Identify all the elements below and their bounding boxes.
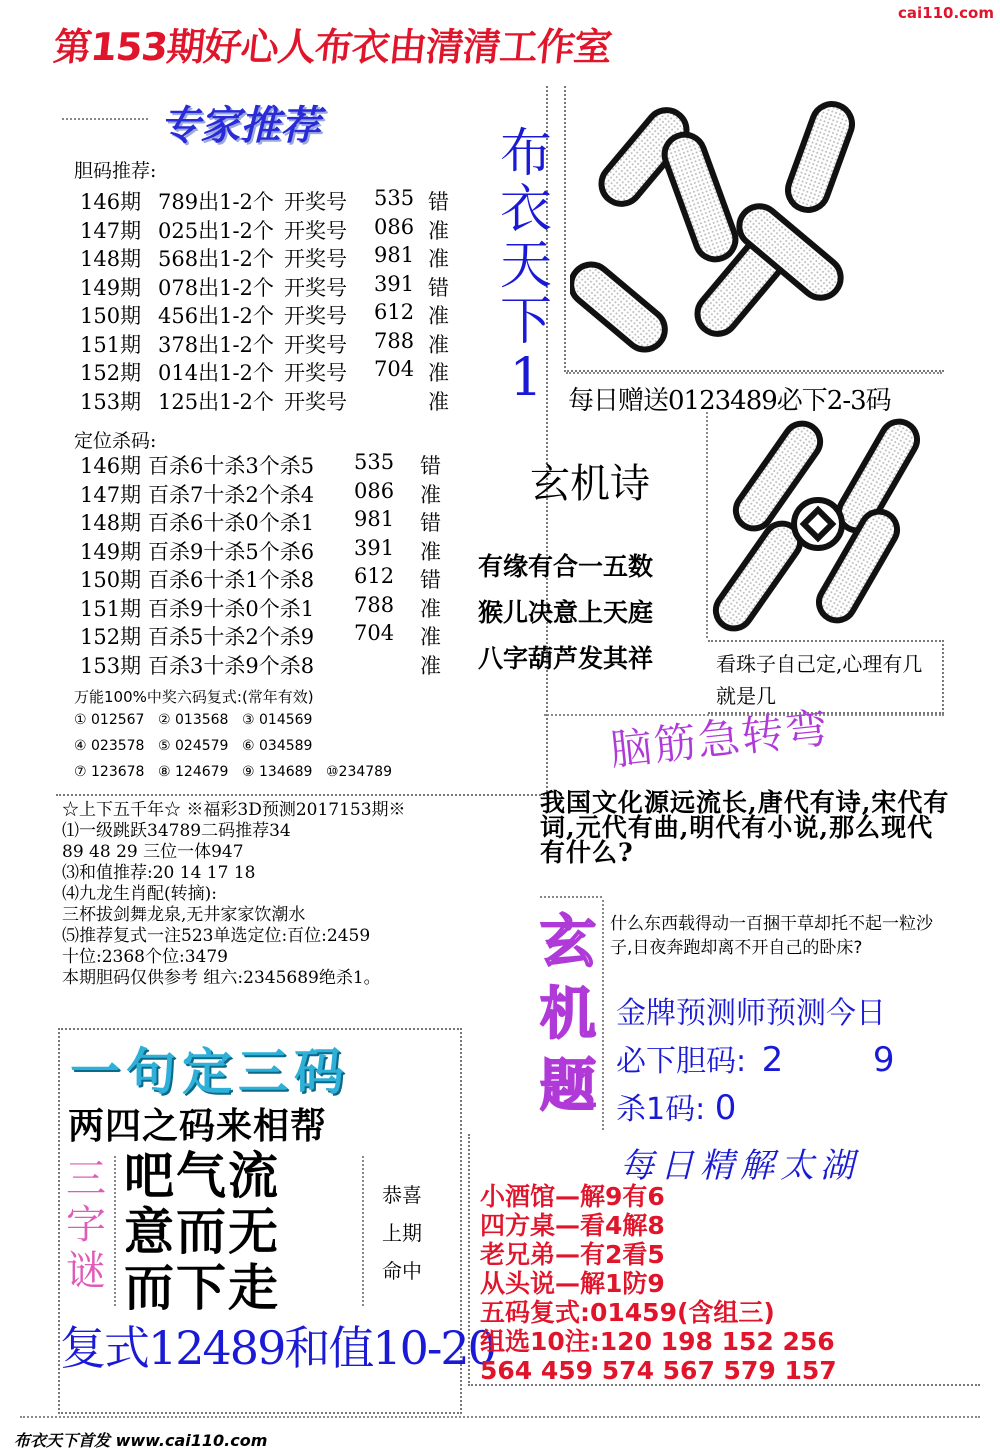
buyi-daily: 每日赠送0123489必下2-3码 — [568, 386, 891, 416]
riddle-clue: 两四之码来相帮 — [68, 1106, 328, 1147]
riddle-side-label — [64, 1156, 108, 1294]
dan-period: 150期 — [80, 304, 142, 328]
kill-pick: 百杀3十杀9个杀8 — [148, 653, 315, 678]
taihu-line: 老兄弟—有2看5 — [480, 1240, 665, 1269]
must-row — [616, 1036, 894, 1080]
forecast-line: 本期胆码仅供参考 组六:2345689绝杀1。 — [62, 968, 381, 988]
kill-period: 151期 — [80, 596, 142, 621]
six-item: ② 013568 — [158, 712, 229, 728]
forecast-line: ⑴一级跳跃34789二码推荐34 — [62, 821, 291, 841]
dan-period: 146期 — [80, 190, 142, 214]
congrats-label — [382, 1176, 422, 1290]
congrats-word: 恭喜 — [382, 1183, 422, 1207]
buyi-char: 1 — [509, 348, 543, 408]
kill-num: 535 — [354, 450, 395, 474]
kill-row-item — [80, 621, 500, 649]
dan-pick: 014出1-2个 — [158, 361, 274, 385]
kill-period: 148期 — [80, 511, 142, 535]
kill-title: 定位杀码: — [74, 430, 157, 452]
dan-result: 准 — [428, 332, 449, 357]
footer-text: 布衣天下首发 www.cai110.com — [14, 1431, 268, 1450]
poem-heading: 玄机诗 — [530, 461, 650, 507]
dan-num: 391 — [374, 271, 415, 296]
dan-num: 535 — [374, 186, 415, 210]
dan-label: 开奖号 — [284, 389, 347, 414]
dan-period: 147期 — [80, 218, 142, 243]
kill-row — [616, 1084, 736, 1128]
buyi-vertical-title — [496, 126, 556, 406]
kill-result: 错 — [420, 511, 441, 535]
kill-result: 错 — [420, 454, 441, 478]
dan-result: 准 — [428, 218, 449, 243]
six-item: ⑦ 123678 — [74, 764, 145, 780]
xuanji-side-label — [538, 906, 598, 1122]
dan-row — [80, 272, 500, 300]
kill-row-item — [80, 564, 500, 592]
swastika-graphic — [570, 92, 870, 370]
congrats-word: 上期 — [382, 1221, 422, 1245]
dan-num: 788 — [374, 328, 415, 353]
taihu-line: 组选10注:120 198 152 256 — [480, 1327, 835, 1356]
kill-label: 杀1码: — [616, 1092, 706, 1127]
six-item: ⑨ 134689 — [242, 764, 313, 780]
dan-row — [80, 300, 500, 328]
kill-result: 准 — [420, 596, 441, 621]
kill-result: 准 — [420, 482, 441, 507]
kill-pick: 百杀9十杀0个杀1 — [148, 596, 315, 621]
kill-pick: 百杀6十杀3个杀5 — [148, 454, 315, 478]
taihu-line: 五码复式:01459(含组三) — [480, 1298, 775, 1327]
brain-heading: 脑筋急转弯 — [607, 703, 832, 775]
brand-bar — [994, 0, 1000, 1453]
dan-result: 错 — [428, 275, 449, 300]
taihu-line: 四方桌—看4解8 — [480, 1211, 665, 1240]
six-item: ⑥ 034589 — [242, 738, 313, 754]
kill-row-item — [80, 536, 500, 564]
six-row — [74, 738, 326, 754]
dan-row — [80, 186, 500, 214]
dan-pick: 378出1-2个 — [158, 332, 274, 357]
dan-label: 开奖号 — [284, 275, 347, 300]
gold-title: 金牌预测师预测今日 — [616, 996, 886, 1031]
taihu-lines — [480, 1182, 837, 1385]
dan-period: 152期 — [80, 361, 142, 385]
riddle-words — [124, 1148, 280, 1316]
kill-row-item — [80, 650, 500, 678]
brain-question: 我国文化源远流长,唐代有诗,宋代有词,元代有曲,明代有小说,那么现代有什么? — [540, 788, 950, 867]
xuanji-side-char: 题 — [540, 1053, 596, 1119]
kill-period: 153期 — [80, 653, 142, 678]
kill-pick: 百杀6十杀1个杀8 — [148, 568, 315, 592]
forecast-line: ⑶和值推荐:20 14 17 18 — [62, 863, 256, 883]
riddle-side-char: 三 — [66, 1156, 106, 1202]
congrats-word: 命中 — [382, 1259, 422, 1283]
six-item: ⑤ 024579 — [158, 738, 229, 754]
xuanji-side-char: 玄 — [540, 909, 596, 975]
dan-pick: 456出1-2个 — [158, 304, 274, 328]
dan-num: 981 — [374, 243, 415, 267]
dan-table — [80, 186, 500, 416]
riddle-side-char: 字 — [66, 1202, 106, 1248]
chain-graphic — [710, 416, 950, 636]
kill-result: 准 — [420, 653, 441, 678]
six-item: ③ 014569 — [242, 712, 313, 728]
dan-result: 准 — [428, 361, 449, 385]
dan-num: 612 — [374, 300, 415, 324]
six-row — [74, 712, 326, 728]
riddle-heading: 一句定三码 — [70, 1042, 350, 1101]
kill-row-item — [80, 450, 500, 478]
poem-note: 看珠子自己定,心理有几就是几 — [716, 652, 923, 708]
dan-row — [80, 386, 500, 414]
kill-period: 146期 — [80, 454, 142, 478]
expert-heading: 专家推荐 — [160, 103, 320, 149]
forecast-line: ☆上下五千年☆ ※福彩3D预测2017153期※ — [62, 800, 406, 820]
poem-line: 猴儿决意上天庭 — [478, 598, 654, 627]
kill-pick: 百杀9十杀5个杀6 — [148, 539, 315, 564]
dan-row — [80, 243, 500, 271]
dan-pick: 568出1-2个 — [158, 247, 274, 271]
kill-num: 612 — [354, 564, 395, 588]
six-table — [74, 712, 474, 792]
dan-period: 148期 — [80, 247, 142, 271]
kill-result: 准 — [420, 625, 441, 649]
xuanji-question: 什么东西载得动一百捆干草却托不起一粒沙子,日夜奔跑却离不开自己的卧床? — [610, 914, 933, 958]
poem-lines — [478, 544, 653, 682]
kill-row-item — [80, 479, 500, 507]
dan-result: 准 — [428, 389, 449, 414]
forecast-line: 三杯拔剑舞龙泉,无井家家饮潮水 — [62, 905, 306, 925]
riddle-word: 意而无 — [124, 1203, 280, 1261]
dan-num: 086 — [374, 214, 415, 239]
buyi-char: 天 — [499, 236, 552, 296]
dan-period: 151期 — [80, 332, 142, 357]
taihu-line: 从头说—解1防9 — [480, 1269, 665, 1298]
kill-pick: 百杀7十杀2个杀4 — [148, 482, 315, 507]
kill-pick: 百杀5十杀2个杀9 — [148, 625, 315, 649]
dan-pick: 025出1-2个 — [158, 218, 274, 243]
dan-period: 153期 — [80, 389, 142, 414]
riddle-word: 而下走 — [124, 1259, 280, 1317]
kill-period: 149期 — [80, 539, 142, 564]
buyi-char: 布 — [499, 124, 552, 184]
page-title: 第153期好心人布衣由清清工作室 — [51, 25, 614, 69]
must-b: 9 — [872, 1040, 895, 1080]
dan-pick: 078出1-2个 — [158, 275, 274, 300]
dan-result: 准 — [428, 247, 449, 271]
poem-line: 有缘有合一五数 — [478, 552, 654, 581]
dan-row — [80, 215, 500, 243]
dan-label: 开奖号 — [284, 190, 347, 214]
six-item: ④ 023578 — [74, 738, 145, 754]
forecast-line: ⑸推荐复式一注523单选定位:百位:2459 — [62, 926, 371, 946]
kill-num: 391 — [354, 535, 395, 560]
buyi-char: 衣 — [499, 180, 552, 240]
kill-period: 147期 — [80, 482, 142, 507]
kill-num: 981 — [354, 507, 395, 531]
taihu-line: 小酒馆—解9有6 — [480, 1182, 665, 1211]
dan-row — [80, 357, 500, 385]
kill-num: 086 — [354, 478, 395, 503]
kill-row-item — [80, 593, 500, 621]
kill-row-item — [80, 507, 500, 535]
taihu-line: 564 459 574 567 579 157 — [480, 1356, 837, 1385]
dan-row — [80, 329, 500, 357]
kill-result: 准 — [420, 539, 441, 564]
brand-logo: cai110.com — [898, 4, 994, 22]
dan-title: 胆码推荐: — [74, 160, 157, 182]
buyi-char: 下 — [499, 292, 552, 352]
dan-result: 错 — [428, 190, 449, 214]
kill-val: 0 — [714, 1088, 737, 1128]
dan-pick: 789出1-2个 — [158, 190, 274, 214]
kill-result: 错 — [420, 568, 441, 592]
forecast-line: 十位:2368个位:3479 — [62, 947, 228, 967]
dan-label: 开奖号 — [284, 304, 347, 328]
dan-num: 704 — [374, 357, 415, 381]
poem-line: 八字葫芦发其祥 — [478, 644, 654, 673]
kill-num: 704 — [354, 621, 395, 645]
six-item: ⑧ 124679 — [158, 764, 229, 780]
six-row — [74, 764, 416, 780]
kill-period: 150期 — [80, 568, 142, 592]
kill-period: 152期 — [80, 625, 142, 649]
dan-pick: 125出1-2个 — [158, 389, 274, 414]
riddle-side-char: 谜 — [66, 1248, 106, 1294]
riddle-word: 吧气流 — [124, 1147, 280, 1205]
dan-result: 准 — [428, 304, 449, 328]
taihu-heading: 每日精解太湖 — [620, 1146, 860, 1186]
riddle-bottom: 复式12489和值10-20 — [60, 1321, 495, 1375]
kill-table — [80, 450, 500, 680]
forecast-block — [62, 800, 532, 989]
dan-period: 149期 — [80, 275, 142, 300]
dan-label: 开奖号 — [284, 218, 347, 243]
must-label: 必下胆码: — [616, 1044, 747, 1079]
xuanji-side-char: 机 — [540, 981, 596, 1047]
dan-label: 开奖号 — [284, 247, 347, 271]
kill-num: 788 — [354, 592, 395, 617]
six-item: ① 012567 — [74, 712, 145, 728]
six-item: ⑩234789 — [326, 764, 392, 780]
dan-label: 开奖号 — [284, 361, 347, 385]
forecast-line: ⑷九龙生肖配(转摘): — [62, 884, 217, 904]
kill-pick: 百杀6十杀0个杀1 — [148, 511, 315, 535]
dan-label: 开奖号 — [284, 332, 347, 357]
six-title: 万能100%中奖六码复式:(常年有效) — [74, 688, 314, 706]
forecast-line: 89 48 29 三位一体947 — [62, 842, 244, 862]
must-a: 2 — [761, 1040, 784, 1080]
